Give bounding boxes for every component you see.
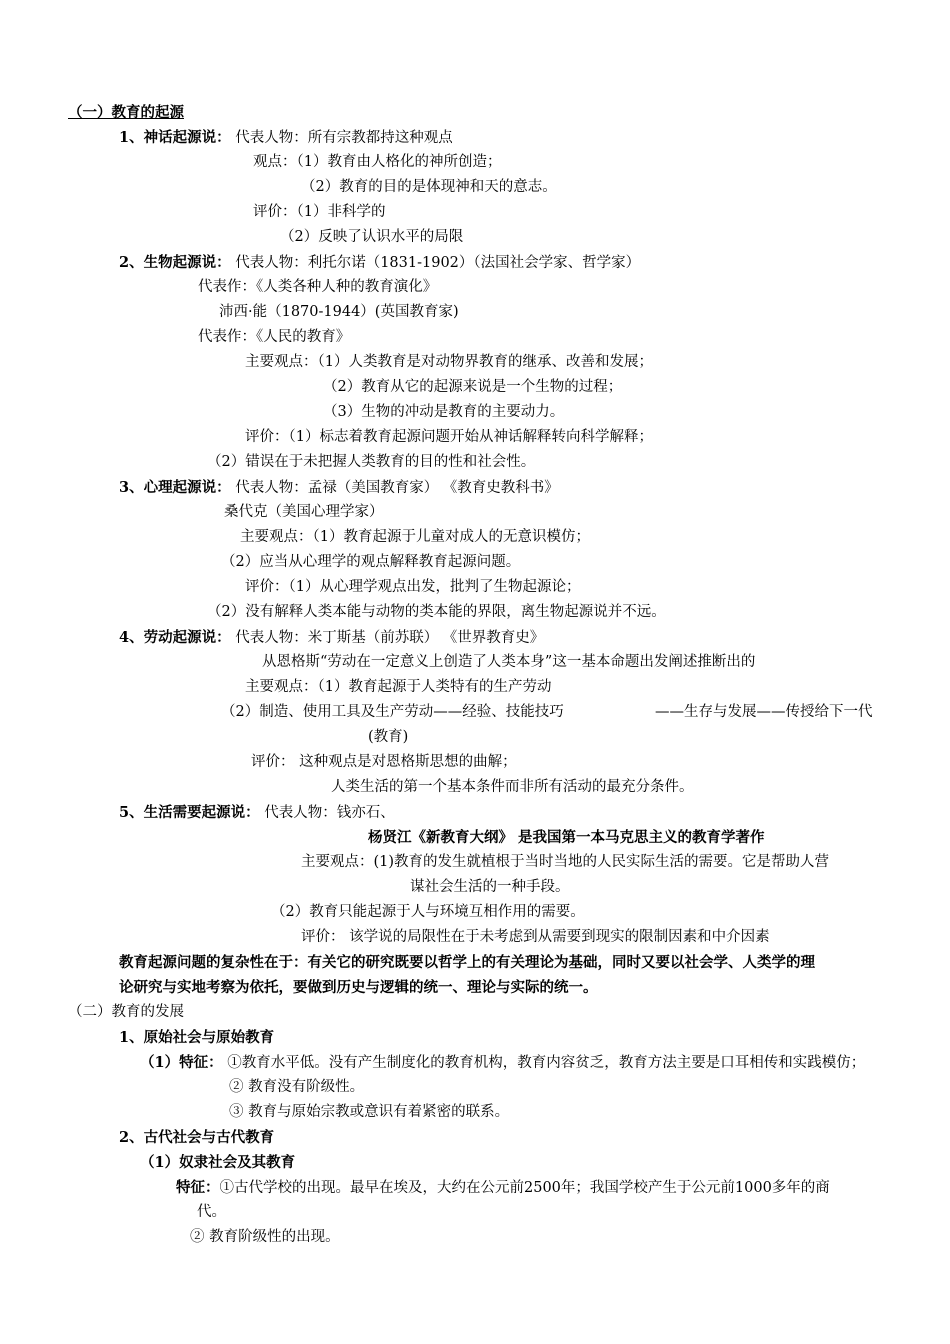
psy-theory-rep: 代表人物：孟禄（美国教育家） 《教育史教科书》 <box>235 480 559 496</box>
bio-view-1: 主要观点：（1）人类教育是对动物界教育的继承、改善和发展； <box>245 354 653 370</box>
myth-theory-rep: 代表人物：所有宗教都持这种观点 <box>235 130 453 146</box>
life-theory-row <box>119 804 395 822</box>
primitive-feature-row <box>140 1054 865 1072</box>
primitive-feature-1: ①教育水平低。没有产生制度化的教育机构，教育内容贫乏，教育方法主要是口耳相传和实践模仿； <box>227 1055 866 1071</box>
bio-theory-rep: 代表人物：利托尔诺（1831-1902）（法国社会学家、哲学家） <box>235 255 641 271</box>
section-heading-development: （二）教育的发展 <box>68 1004 184 1020</box>
slave-society-title: （1）奴隶社会及其教育 <box>140 1154 296 1171</box>
complexity-lead: 教育起源问题的复杂性在于： <box>119 954 308 971</box>
bio-theory-label: 2、生物起源说： <box>119 254 231 271</box>
psy-eval-1: 评价：（1）从心理学观点出发，批判了生物起源论； <box>245 579 581 595</box>
primitive-feature-3: ③ 教育与原始宗教或意识有着紧密的联系。 <box>229 1104 510 1120</box>
life-view-1a: 主要观点：(1)教育的发生就植根于当时当地的人民实际生活的需要。它是帮助人营 <box>301 854 830 870</box>
complexity-line-2: 论研究与实地考察为依托，要做到历史与逻辑的统一、理论与实际的统一。 <box>119 979 598 996</box>
labor-theory-label: 4、劳动起源说： <box>119 629 231 646</box>
bio-view-3: （3）生物的冲动是教育的主要动力。 <box>323 404 565 420</box>
labor-theory-rep: 代表人物：米丁斯基（前苏联） 《世界教育史》 <box>235 630 545 646</box>
labor-theory-row <box>119 629 544 647</box>
life-view-2: （2）教育只能起源于人与环境互相作用的需要。 <box>271 904 585 920</box>
labor-view-2b: ——生存与发展——传授给下一代 <box>655 704 873 720</box>
bio-eval-2: （2）错误在于未把握人类教育的目的性和社会性。 <box>207 454 536 470</box>
life-note: 杨贤江《新教育大纲》 是我国第一本马克思主义的教育学著作 <box>368 829 765 846</box>
psy-eval-2: （2）没有解释人类本能与动物的类本能的界限，离生物起源说并不远。 <box>207 604 666 620</box>
myth-theory-row <box>119 129 453 147</box>
bio-view-2: （2）教育从它的起源来说是一个生物的过程； <box>323 379 623 395</box>
myth-theory-label: 1、神话起源说： <box>119 129 231 146</box>
myth-view-1: 观点：（1）教育由人格化的神所创造； <box>253 154 502 170</box>
slave-feature-1b: 代。 <box>197 1204 226 1220</box>
life-theory-label: 5、生活需要起源说： <box>119 804 260 821</box>
labor-view-2a: （2）制造、使用工具及生产劳动——经验、技能技巧 <box>221 704 564 720</box>
life-view-1b: 谋社会生活的一种手段。 <box>410 879 570 895</box>
myth-view-2: （2）教育的目的是体现神和天的意志。 <box>301 179 557 195</box>
slave-feature-1a: ①古代学校的出现。最早在埃及，大约在公元前2500年；我国学校产生于公元前1000多年的商 <box>219 1180 830 1196</box>
labor-basis: 从恩格斯“劳动在一定意义上创造了人类本身”这一基本命题出发阐述推断出的 <box>262 654 756 670</box>
bio-eval-1: 评价：（1）标志着教育起源问题开始从神话解释转向科学解释； <box>245 429 653 445</box>
bio-theory-row <box>119 254 640 272</box>
labor-view-2c: (教育) <box>368 729 409 745</box>
psy-theory-row <box>119 479 559 497</box>
psy-view-2: （2）应当从心理学的观点解释教育起源问题。 <box>221 554 521 570</box>
labor-view-1: 主要观点：（1）教育起源于人类特有的生产劳动 <box>245 679 552 695</box>
psy-person-2: 桑代克（美国心理学家） <box>224 504 384 520</box>
psy-view-1: 主要观点：（1）教育起源于儿童对成人的无意识模仿； <box>240 529 590 545</box>
primitive-title: 1、原始社会与原始教育 <box>119 1029 275 1046</box>
life-theory-rep: 代表人物：钱亦石、 <box>264 805 395 821</box>
myth-eval-1: 评价：（1）非科学的 <box>253 204 386 220</box>
psy-theory-label: 3、心理起源说： <box>119 479 231 496</box>
bio-person-2: 沛西·能（1870-1944）(英国教育家) <box>219 304 459 320</box>
complexity-line-1 <box>119 954 815 971</box>
labor-eval-2: 人类生活的第一个基本条件而非所有活动的最充分条件。 <box>331 779 694 795</box>
slave-feature-2: ② 教育阶级性的出现。 <box>190 1229 340 1245</box>
myth-eval-2: （2）反映了认识水平的局限 <box>280 229 464 245</box>
labor-eval-1: 评价： 这种观点是对恩格斯思想的曲解； <box>251 754 517 770</box>
slave-feature-label: 特征： <box>176 1179 220 1196</box>
bio-work-2: 代表作：《人民的教育》 <box>198 329 351 345</box>
primitive-feature-label: （1）特征： <box>140 1054 223 1071</box>
life-eval-1: 评价： 该学说的局限性在于未考虑到从需要到现实的限制因素和中介因素 <box>301 929 770 945</box>
section-heading-origin: （一）教育的起源 <box>68 104 184 121</box>
complexity-text-1: 有关它的研究既要以哲学上的有关理论为基础，同时又要以社会学、人类学的理 <box>307 954 815 971</box>
primitive-feature-2: ② 教育没有阶级性。 <box>229 1079 365 1095</box>
bio-work-1: 代表作：《人类各种人种的教育演化》 <box>198 279 438 295</box>
slave-feature-row <box>176 1179 830 1197</box>
ancient-title: 2、古代社会与古代教育 <box>119 1129 275 1146</box>
